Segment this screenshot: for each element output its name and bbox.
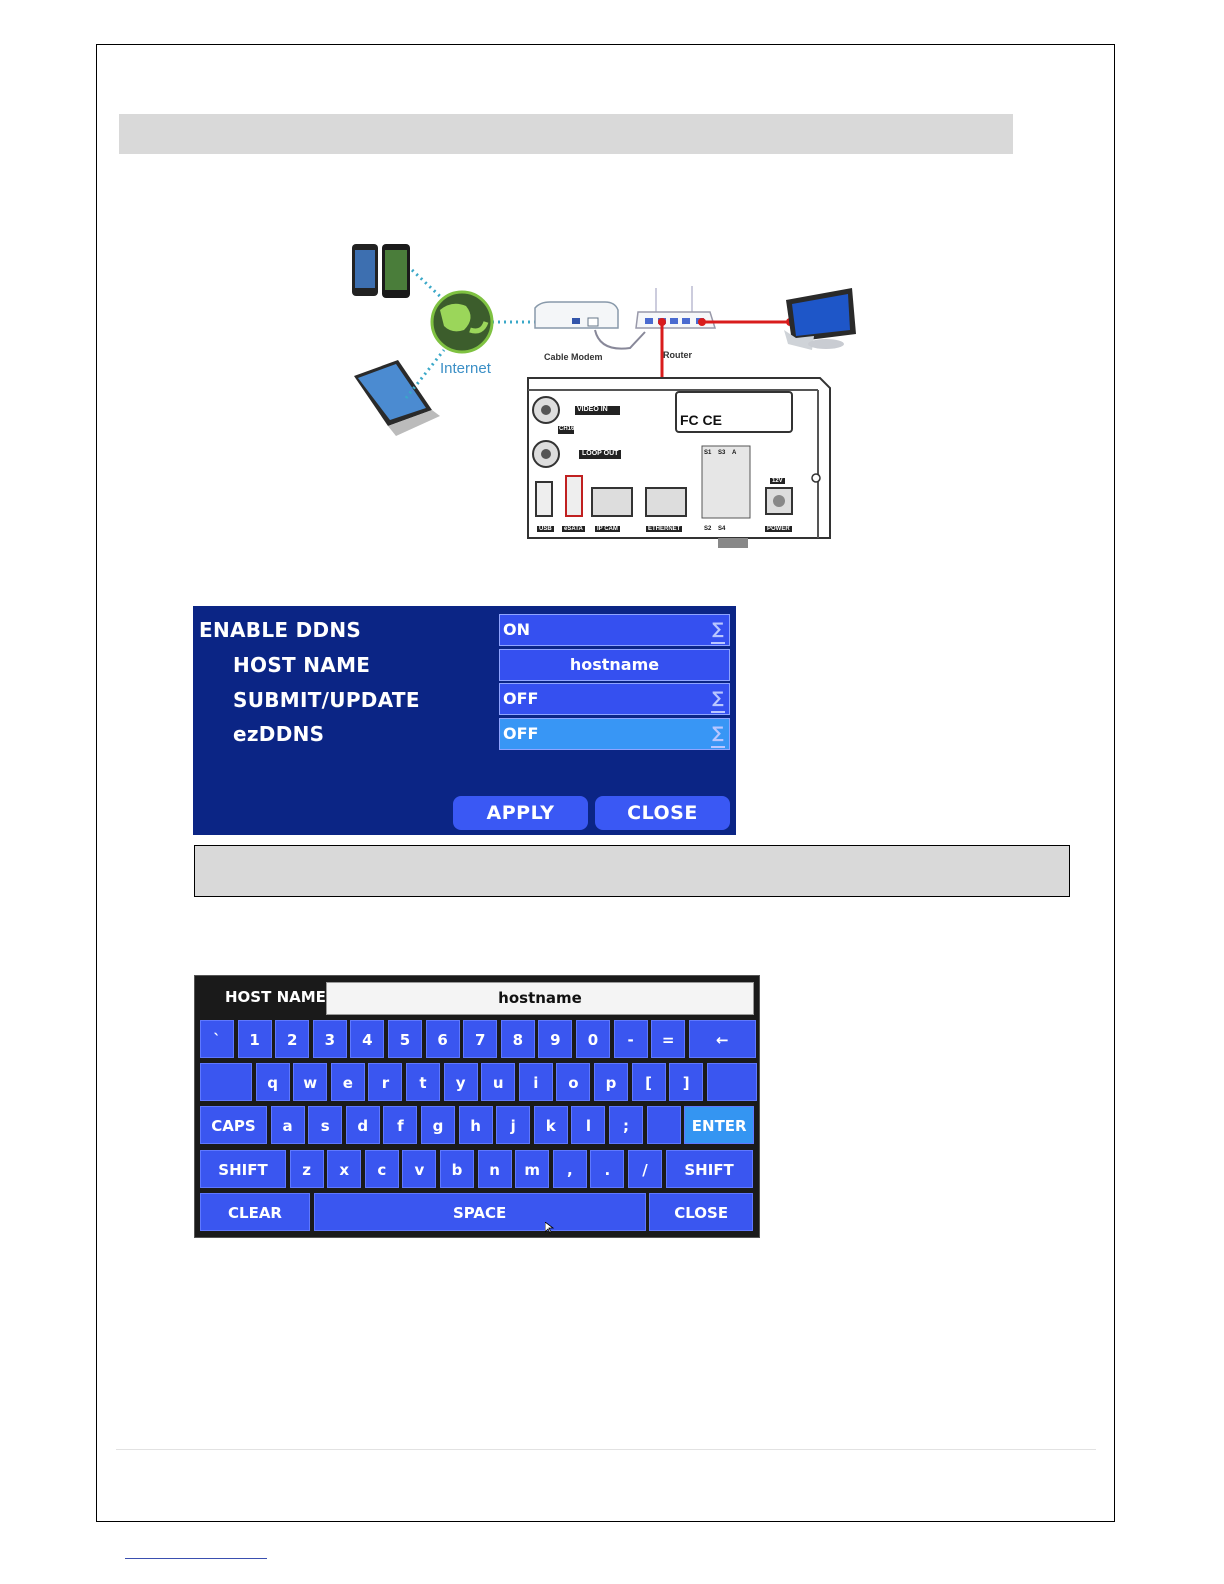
key-3[interactable]: 3 (313, 1020, 347, 1058)
key-1[interactable]: 1 (238, 1020, 272, 1058)
key-backtick[interactable]: ` (200, 1020, 234, 1058)
key-backspace[interactable]: ← (689, 1020, 756, 1058)
host-name-label: HOST NAME (233, 653, 371, 677)
key-p[interactable]: p (594, 1063, 628, 1101)
key-j[interactable]: j (496, 1106, 530, 1144)
key-b[interactable]: b (440, 1150, 474, 1188)
key-shift[interactable]: SHIFT (666, 1150, 753, 1188)
host-name-input[interactable]: hostname (326, 982, 754, 1015)
video-in-label: VIDEO IN (577, 406, 608, 413)
key-t[interactable]: t (406, 1063, 440, 1101)
key-y[interactable]: y (444, 1063, 478, 1101)
key-caps[interactable]: CAPS (200, 1106, 267, 1144)
host-name-field[interactable] (499, 649, 730, 681)
key-e[interactable]: e (331, 1063, 365, 1101)
key-6[interactable]: 6 (426, 1020, 460, 1058)
key-blank[interactable] (647, 1106, 681, 1144)
usb-label: USB (539, 526, 552, 532)
key-space[interactable]: SPACE (314, 1193, 646, 1231)
router-label: Router (663, 350, 692, 360)
ch16-label: CH16 (559, 426, 575, 432)
key-enter[interactable]: ENTER (684, 1106, 754, 1144)
enable-ddns-dropdown[interactable] (499, 614, 730, 646)
host-name-value: hostname (569, 655, 660, 674)
dropdown-arrow-icon: ∑ (711, 687, 725, 713)
footer-rule (116, 1449, 1096, 1450)
sensor-label-s1: S1 (704, 450, 712, 456)
key-9[interactable]: 9 (538, 1020, 572, 1058)
ezddns-label: ezDDNS (233, 722, 325, 746)
key-f[interactable]: f (383, 1106, 417, 1144)
key-close[interactable]: CLOSE (649, 1193, 753, 1231)
key-minus[interactable]: - (614, 1020, 648, 1058)
usb-port (536, 482, 552, 516)
loop-out-label: LOOP OUT (582, 450, 619, 457)
footer-link-underline (125, 1558, 267, 1559)
ipcam-port (592, 488, 632, 516)
key-u[interactable]: u (481, 1063, 515, 1101)
key-a[interactable]: a (271, 1106, 305, 1144)
key-slash[interactable]: / (628, 1150, 662, 1188)
network-diagram (340, 230, 880, 550)
key-s[interactable]: s (308, 1106, 342, 1144)
key-q[interactable]: q (256, 1063, 290, 1101)
key-o[interactable]: o (556, 1063, 590, 1101)
key-k[interactable]: k (534, 1106, 568, 1144)
submit-update-label: SUBMIT/UPDATE (233, 688, 420, 712)
internet-label: Internet (440, 360, 491, 377)
key-n[interactable]: n (478, 1150, 512, 1188)
esata-label: eSATA (564, 526, 583, 532)
key-period[interactable]: . (590, 1150, 624, 1188)
sensor-label-s3: S3 (718, 450, 726, 456)
esata-port (566, 476, 582, 516)
power-rating-label: 12V (772, 478, 783, 484)
key-5[interactable]: 5 (388, 1020, 422, 1058)
submit-update-dropdown[interactable] (499, 683, 730, 715)
cable-modem-icon (535, 302, 618, 328)
key-blank[interactable] (200, 1063, 252, 1101)
key-g[interactable]: g (421, 1106, 455, 1144)
sensor-label-s2: S2 (704, 526, 712, 532)
key-r[interactable]: r (368, 1063, 402, 1101)
key-4[interactable]: 4 (350, 1020, 384, 1058)
close-button[interactable]: CLOSE (595, 796, 730, 830)
enable-ddns-value: ON (503, 620, 530, 639)
key-v[interactable]: v (402, 1150, 436, 1188)
sensor-label-a: A (732, 450, 737, 456)
key-blank[interactable] (707, 1063, 757, 1101)
apply-button[interactable]: APPLY (453, 796, 588, 830)
key-0[interactable]: 0 (576, 1020, 610, 1058)
key-x[interactable]: x (327, 1150, 361, 1188)
sensor-terminal-block (702, 446, 750, 518)
dropdown-arrow-icon: ∑ (711, 722, 725, 748)
note-band (194, 845, 1070, 897)
ezddns-value: OFF (503, 724, 539, 743)
key-w[interactable]: w (293, 1063, 327, 1101)
key-equals[interactable]: = (651, 1020, 685, 1058)
key-rbracket[interactable]: ] (669, 1063, 703, 1101)
ethernet-label: ETHERNET (648, 526, 681, 532)
key-2[interactable]: 2 (275, 1020, 309, 1058)
enable-ddns-label: ENABLE DDNS (199, 618, 362, 642)
dropdown-arrow-icon: ∑ (711, 618, 725, 644)
key-7[interactable]: 7 (463, 1020, 497, 1058)
ipcam-label: IP CAM (597, 526, 618, 532)
key-c[interactable]: c (365, 1150, 399, 1188)
power-label: POWER (767, 526, 790, 532)
key-clear[interactable]: CLEAR (200, 1193, 310, 1231)
cert-marks: FC CE (680, 412, 722, 428)
key-i[interactable]: i (519, 1063, 553, 1101)
submit-update-value: OFF (503, 689, 539, 708)
key-z[interactable]: z (290, 1150, 324, 1188)
key-lbracket[interactable]: [ (632, 1063, 666, 1101)
ethernet-port (646, 488, 686, 516)
key-semicolon[interactable]: ; (609, 1106, 643, 1144)
key-comma[interactable]: , (553, 1150, 587, 1188)
network-diagram-graphic (340, 230, 880, 550)
key-m[interactable]: m (515, 1150, 549, 1188)
keyboard-title: HOST NAME (225, 988, 326, 1006)
sensor-label-s4: S4 (718, 526, 726, 532)
key-l[interactable]: l (571, 1106, 605, 1144)
key-8[interactable]: 8 (501, 1020, 535, 1058)
key-shift[interactable]: SHIFT (200, 1150, 286, 1188)
key-d[interactable]: d (346, 1106, 380, 1144)
key-h[interactable]: h (459, 1106, 493, 1144)
section-header-band (119, 114, 1013, 154)
ezddns-dropdown[interactable] (499, 718, 730, 750)
cable-modem-label: Cable Modem (544, 352, 603, 362)
